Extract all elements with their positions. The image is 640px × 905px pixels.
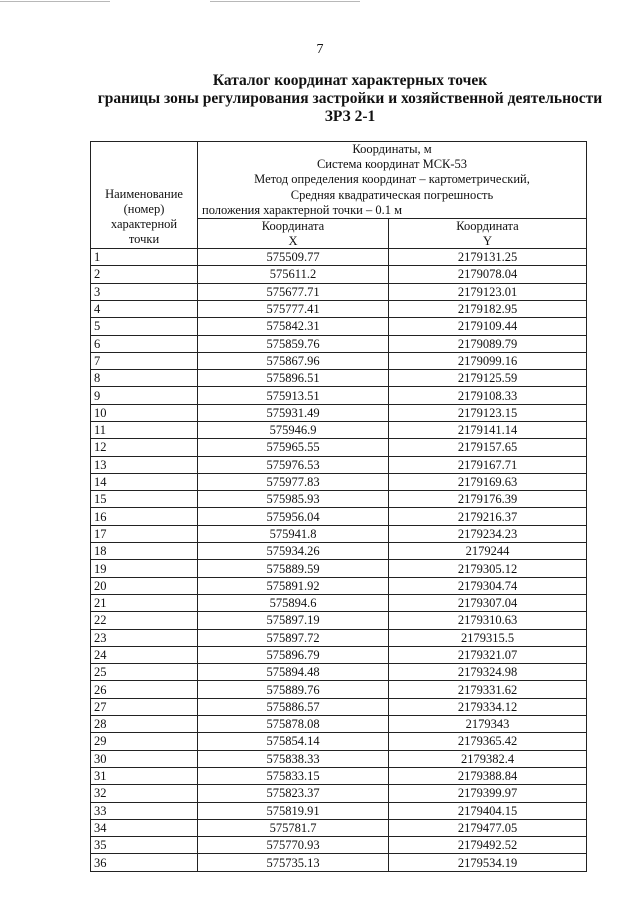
page-number: 7 — [316, 42, 324, 57]
table-row — [91, 750, 587, 767]
coordinate-y-cell: 2179365.42 — [389, 733, 587, 750]
header-coords-line: положения характерной точки – 0.1 м — [202, 202, 403, 217]
coordinate-y-cell: 2179182.95 — [389, 300, 587, 317]
point-number-cell: 28 — [91, 716, 198, 733]
coordinate-y-cell: 2179334.12 — [389, 698, 587, 715]
header-y-line: Y — [482, 233, 493, 248]
coordinate-x-cell: 575878.08 — [198, 716, 389, 733]
table-row — [91, 854, 587, 871]
table-row — [91, 646, 587, 663]
table-row — [91, 439, 587, 456]
point-number-cell: 20 — [91, 577, 198, 594]
header-coordinate-x — [198, 219, 389, 249]
header-coordinate-y — [389, 219, 587, 249]
coordinate-y-cell: 2179310.63 — [389, 612, 587, 629]
coordinate-y-cell: 2179169.63 — [389, 473, 587, 490]
table-row — [91, 456, 587, 473]
coordinates-table — [90, 141, 587, 872]
header-x-line: Координата — [261, 219, 325, 234]
coordinate-x-cell: 575886.57 — [198, 698, 389, 715]
coordinate-x-cell: 575859.76 — [198, 335, 389, 352]
point-number-cell: 30 — [91, 750, 198, 767]
coordinate-y-cell: 2179244 — [389, 543, 587, 560]
point-number-cell: 21 — [91, 594, 198, 611]
point-number-cell: 13 — [91, 456, 198, 473]
coordinate-y-cell: 2179404.15 — [389, 802, 587, 819]
coordinate-y-cell: 2179078.04 — [389, 266, 587, 283]
coordinate-y-cell: 2179109.44 — [389, 318, 587, 335]
coordinate-y-cell: 2179099.16 — [389, 352, 587, 369]
coordinate-x-cell: 575896.51 — [198, 370, 389, 387]
table-row — [91, 698, 587, 715]
table-row — [91, 370, 587, 387]
point-number-cell: 2 — [91, 266, 198, 283]
point-number-cell: 16 — [91, 508, 198, 525]
header-y-line: Координата — [456, 219, 519, 234]
coordinate-x-cell: 575894.6 — [198, 594, 389, 611]
table-row — [91, 629, 587, 646]
table-row — [91, 266, 587, 283]
coordinate-x-cell: 575946.9 — [198, 421, 389, 438]
table-row — [91, 508, 587, 525]
coordinate-x-cell: 575931.49 — [198, 404, 389, 421]
point-number-cell: 10 — [91, 404, 198, 421]
point-number-cell: 1 — [91, 249, 198, 266]
table-row — [91, 249, 587, 266]
coordinate-x-cell: 575838.33 — [198, 750, 389, 767]
point-number-cell: 26 — [91, 681, 198, 698]
coordinate-y-cell: 2179125.59 — [389, 370, 587, 387]
table-row — [91, 318, 587, 335]
coordinate-y-cell: 2179388.84 — [389, 767, 587, 784]
header-name-line: Наименование — [105, 187, 183, 202]
table-row — [91, 473, 587, 490]
coordinate-y-cell: 2179305.12 — [389, 560, 587, 577]
point-number-cell: 11 — [91, 421, 198, 438]
point-number-cell: 35 — [91, 837, 198, 854]
coordinate-x-cell: 575833.15 — [198, 767, 389, 784]
coordinate-x-cell: 575777.41 — [198, 300, 389, 317]
coordinate-y-cell: 2179321.07 — [389, 646, 587, 663]
point-number-cell: 29 — [91, 733, 198, 750]
point-number-cell: 6 — [91, 335, 198, 352]
header-x-line: X — [288, 233, 298, 248]
header-coords-line: Координаты, м — [352, 142, 432, 156]
coordinate-y-cell: 2179123.01 — [389, 283, 587, 300]
coordinate-y-cell: 2179382.4 — [389, 750, 587, 767]
point-number-cell: 33 — [91, 802, 198, 819]
table-row — [91, 785, 587, 802]
coordinate-y-cell: 2179167.71 — [389, 456, 587, 473]
point-number-cell: 12 — [91, 439, 198, 456]
table-header-row — [91, 142, 587, 219]
header-coords-line: Метод определения координат – картометрический, — [254, 172, 530, 187]
table-row — [91, 819, 587, 836]
coordinate-y-cell: 2179234.23 — [389, 525, 587, 542]
coordinate-y-cell: 2179477.05 — [389, 819, 587, 836]
coordinate-x-cell: 575677.71 — [198, 283, 389, 300]
point-number-cell: 22 — [91, 612, 198, 629]
table-row — [91, 560, 587, 577]
coordinate-x-cell: 575894.48 — [198, 664, 389, 681]
header-point-name — [91, 142, 198, 249]
table-row — [91, 837, 587, 854]
coordinate-x-cell: 575976.53 — [198, 456, 389, 473]
coordinate-y-cell: 2179216.37 — [389, 508, 587, 525]
coordinate-y-cell: 2179089.79 — [389, 335, 587, 352]
point-number-cell: 15 — [91, 491, 198, 508]
coordinate-x-cell: 575889.76 — [198, 681, 389, 698]
table-row — [91, 525, 587, 542]
coordinate-x-cell: 575611.2 — [198, 266, 389, 283]
coordinate-x-cell: 575934.26 — [198, 543, 389, 560]
point-number-cell: 36 — [91, 854, 198, 871]
point-number-cell: 34 — [91, 819, 198, 836]
table-row — [91, 283, 587, 300]
point-number-cell: 9 — [91, 387, 198, 404]
coordinate-x-cell: 575965.55 — [198, 439, 389, 456]
table-row — [91, 300, 587, 317]
coordinate-y-cell: 2179131.25 — [389, 249, 587, 266]
point-number-cell: 27 — [91, 698, 198, 715]
point-number-cell: 19 — [91, 560, 198, 577]
coordinate-x-cell: 575985.93 — [198, 491, 389, 508]
scan-edge-line-right — [210, 1, 360, 2]
coordinate-y-cell: 2179141.14 — [389, 421, 587, 438]
point-number-cell: 31 — [91, 767, 198, 784]
title-line-2: границы зоны регулирования застройки и хозяйственной деятельности — [97, 90, 603, 107]
point-number-cell: 24 — [91, 646, 198, 663]
header-coords-line: Система координат МСК-53 — [316, 157, 468, 172]
coordinate-x-cell: 575896.79 — [198, 646, 389, 663]
table-row — [91, 664, 587, 681]
table-row — [91, 767, 587, 784]
point-number-cell: 7 — [91, 352, 198, 369]
header-coords-line: Средняя квадратическая погрешность — [290, 187, 494, 202]
coordinate-y-cell: 2179331.62 — [389, 681, 587, 698]
header-name-line: характерной — [110, 217, 178, 232]
table-row — [91, 387, 587, 404]
coordinate-x-cell: 575941.8 — [198, 525, 389, 542]
coordinate-y-cell: 2179157.65 — [389, 439, 587, 456]
point-number-cell: 4 — [91, 300, 198, 317]
coordinate-x-cell: 575842.31 — [198, 318, 389, 335]
coordinate-x-cell: 575897.19 — [198, 612, 389, 629]
coordinate-x-cell: 575956.04 — [198, 508, 389, 525]
coordinate-y-cell: 2179343 — [389, 716, 587, 733]
coordinate-x-cell: 575781.7 — [198, 819, 389, 836]
table-row — [91, 352, 587, 369]
coordinate-y-cell: 2179108.33 — [389, 387, 587, 404]
coordinate-y-cell: 2179324.98 — [389, 664, 587, 681]
table-row — [91, 491, 587, 508]
table-row — [91, 421, 587, 438]
table-row — [91, 733, 587, 750]
header-name-line: (номер) — [123, 202, 165, 217]
coordinate-y-cell: 2179307.04 — [389, 594, 587, 611]
point-number-cell: 23 — [91, 629, 198, 646]
title-line-1: Каталог координат характерных точек — [212, 72, 488, 89]
coordinate-x-cell: 575897.72 — [198, 629, 389, 646]
coordinate-y-cell: 2179315.5 — [389, 629, 587, 646]
point-number-cell: 5 — [91, 318, 198, 335]
header-name-line: точки — [128, 232, 160, 247]
table-row — [91, 577, 587, 594]
point-number-cell: 3 — [91, 283, 198, 300]
point-number-cell: 32 — [91, 785, 198, 802]
point-number-cell: 14 — [91, 473, 198, 490]
coordinate-x-cell: 575823.37 — [198, 785, 389, 802]
scan-edge-line-left — [0, 1, 110, 2]
table-row — [91, 612, 587, 629]
coordinate-y-cell: 2179304.74 — [389, 577, 587, 594]
point-number-cell: 25 — [91, 664, 198, 681]
coordinate-x-cell: 575770.93 — [198, 837, 389, 854]
header-coordinates-group — [198, 142, 587, 219]
coordinate-x-cell: 575867.96 — [198, 352, 389, 369]
coordinate-x-cell: 575735.13 — [198, 854, 389, 871]
table-row — [91, 404, 587, 421]
document-title — [60, 72, 640, 126]
coordinate-y-cell: 2179123.15 — [389, 404, 587, 421]
coordinate-y-cell: 2179492.52 — [389, 837, 587, 854]
table-row — [91, 681, 587, 698]
coordinate-x-cell: 575889.59 — [198, 560, 389, 577]
point-number-cell: 8 — [91, 370, 198, 387]
table-row — [91, 802, 587, 819]
coordinate-x-cell: 575854.14 — [198, 733, 389, 750]
point-number-cell: 17 — [91, 525, 198, 542]
table-row — [91, 716, 587, 733]
coordinate-y-cell: 2179534.19 — [389, 854, 587, 871]
table-row — [91, 594, 587, 611]
coordinate-x-cell: 575891.92 — [198, 577, 389, 594]
table-row — [91, 335, 587, 352]
coordinate-x-cell: 575509.77 — [198, 249, 389, 266]
coordinate-x-cell: 575913.51 — [198, 387, 389, 404]
coordinate-y-cell: 2179176.39 — [389, 491, 587, 508]
coordinate-y-cell: 2179399.97 — [389, 785, 587, 802]
coordinate-x-cell: 575819.91 — [198, 802, 389, 819]
title-line-3: ЗРЗ 2-1 — [324, 108, 376, 125]
coordinate-x-cell: 575977.83 — [198, 473, 389, 490]
point-number-cell: 18 — [91, 543, 198, 560]
table-row — [91, 543, 587, 560]
